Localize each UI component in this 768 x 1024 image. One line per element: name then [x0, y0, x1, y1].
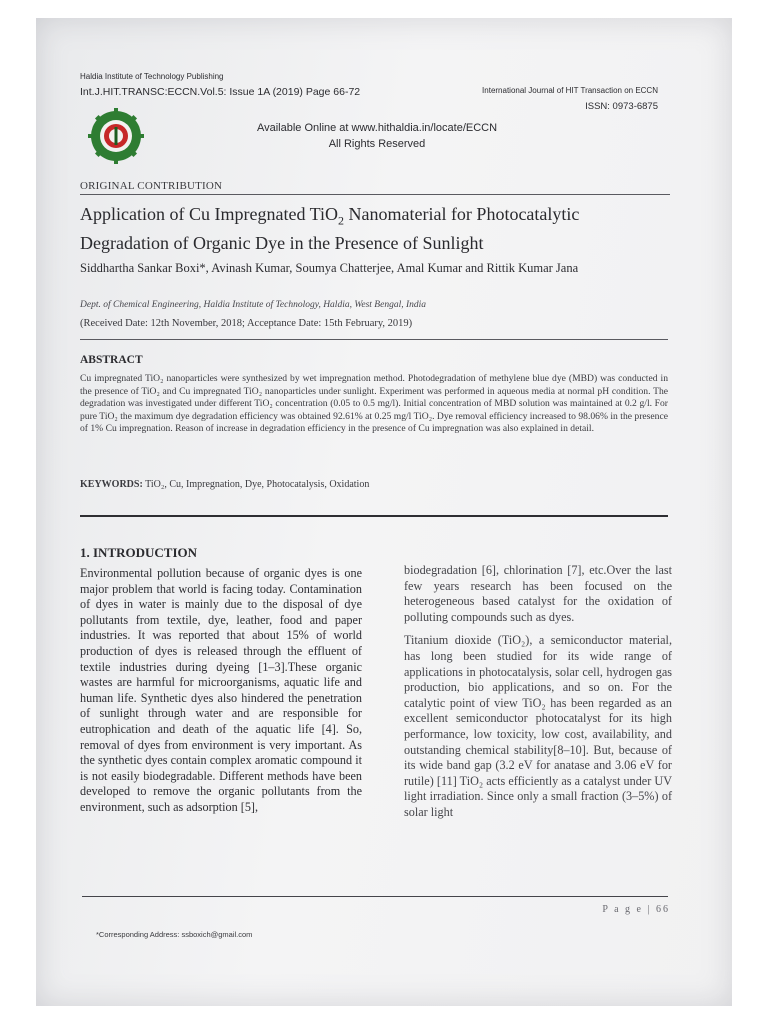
- journal-citation: Int.J.HIT.TRANSC:ECCN.Vol.5: Issue 1A (2019) Page 66-72: [80, 86, 361, 98]
- document-page: [36, 18, 732, 1006]
- corresponding-address: *Corresponding Address: ssboxich@gmail.com: [96, 930, 253, 939]
- paragraph: Titanium dioxide (TiO₂), a semiconductor material, has long been studied for its wide range of applications in photocatalysis, solar cell, hydrogen gas production, bio applications, and so on. For the catalytic point of view TiO₂ has been regarded as an excellent semiconductor photocatalyst for its high performance, low toxicity, low cost, availability, and outstanding chemical stability[8–10]. But, because of its wide band gap (3.2 eV for anatase and 3.06 eV for rutile) [11] TiO₂ acts efficiently as a catalyst under UV light irradiation. Since only a small fraction (3–5%) of solar light: [404, 633, 672, 819]
- introduction-heading: 1. INTRODUCTION: [80, 545, 198, 560]
- abstract-text: Cu impregnated TiO₂ nanoparticles were synthesized by wet impregnation method. Photodegradation of methylene blue dye (MBD) was conducted in the presence of TiO₂ and Cu impregnated TiO₂ nanoparticles under sunlight. Experiment was performed in aqueous media at normal pH condition. The degradation was investigated under different TiO₂ concentration (0.05 to 0.5 mg/l). Initial concentration of MBD solution was maintained at 0.2 g/l. For pure TiO₂ the maximum dye degradation efficiency was obtained 92.61% at 0.25 mg/l TiO₂. Dye removal efficiency increased to 98.06% in the presence of 1% Cu impregnation. Reason of increase in degradation efficiency in the presence of Cu impregnation was also explained in detail.: [80, 373, 668, 435]
- divider: [80, 339, 668, 340]
- rights-notice: All Rights Reserved: [328, 138, 426, 150]
- paragraph: biodegradation [6], chlorination [7], etc.Over the last few years research has been focused on the heterogeneous based catalyst for the oxidation of polluting compounds such as dyes.: [404, 563, 672, 624]
- online-url: Available Online at www.hithaldia.in/locate/ECCN: [256, 122, 498, 134]
- journal-name: International Journal of HIT Transaction on ECCN: [482, 86, 658, 95]
- institute-logo-icon: [88, 108, 144, 164]
- issn: ISSN: 0973-6875: [585, 101, 658, 112]
- divider: [80, 194, 670, 195]
- keywords-list: TiO₂, Cu, Impregnation, Dye, Photocatalysis, Oxidation: [142, 479, 370, 490]
- page-number: P a g e | 66: [602, 904, 670, 915]
- author-list: Siddhartha Sankar Boxi*, Avinash Kumar, Soumya Chatterjee, Amal Kumar and Rittik Kumar Jana: [80, 261, 579, 275]
- title-part-2: Nanomaterial for Photocatalytic: [343, 204, 580, 224]
- article-title: [80, 203, 670, 254]
- availability-notice: [232, 120, 522, 152]
- affiliation: Dept. of Chemical Engineering, Haldia Institute of Technology, Haldia, West Bengal, India: [80, 300, 427, 310]
- section-label: ORIGINAL CONTRIBUTION: [80, 180, 223, 192]
- keywords-label: KEYWORDS:: [80, 479, 143, 490]
- divider: [80, 515, 668, 517]
- footer-divider: [82, 896, 668, 897]
- title-subscript: 2: [337, 213, 344, 228]
- keywords: [80, 479, 668, 490]
- received-accepted-dates: (Received Date: 12th November, 2018; Acceptance Date: 15th February, 2019): [80, 318, 413, 329]
- abstract-heading: ABSTRACT: [80, 354, 143, 366]
- introduction-right-column: [404, 563, 672, 829]
- publisher-name: Haldia Institute of Technology Publishing: [80, 72, 224, 81]
- title-line-2: Degradation of Organic Dye in the Presence of Sunlight: [80, 232, 484, 253]
- introduction-left-column: Environmental pollution because of organic dyes is one major problem that world is facing today. Contamination of dyes in water is mainly due to the disposal of dye pollutants from textile, dye, leather, food and paper industries. It was reported that about 15% of world production of dyes is released through the effluent of textile industries during dyeing [1–3].These organic wastes are harmful for microorganisms, aquatic life and human life. Synthetic dyes also hindered the penetration of sunlight through water and are responsible for eutrophication and death of the aquatic life [4]. So, removal of dyes from environment is very important. As the synthetic dyes contain complex aromatic compound it is not easily biodegradable. Different methods have been developed to remove the organic pollutants from the environment, such as adsorption [5],: [80, 566, 362, 814]
- title-part-1: Application of Cu Impregnated TiO: [80, 204, 338, 224]
